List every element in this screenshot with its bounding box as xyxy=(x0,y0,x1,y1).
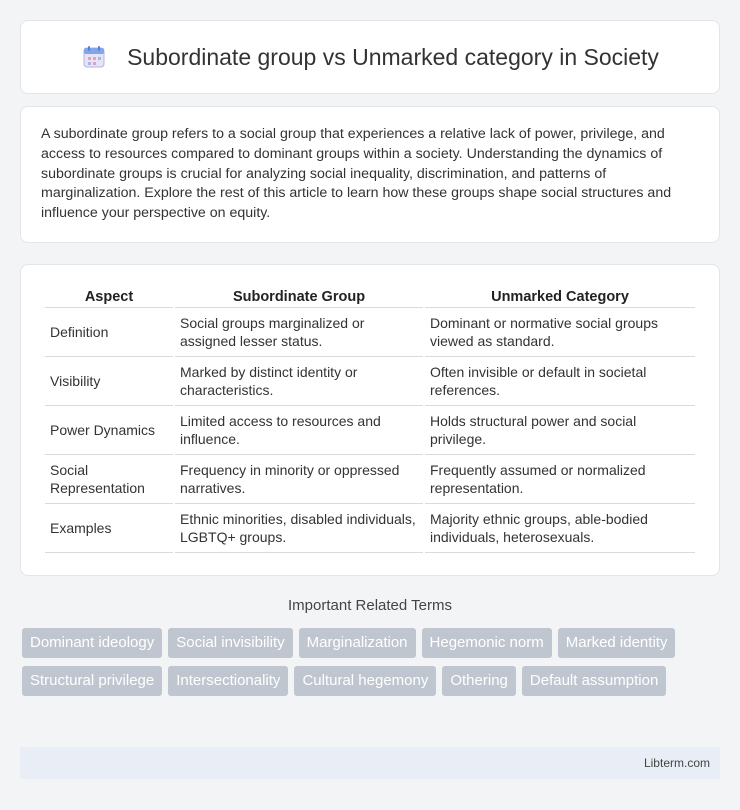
related-terms-list xyxy=(22,628,722,696)
related-term-tag[interactable]: Hegemonic norm xyxy=(422,628,552,658)
table-cell-subordinate: Social groups marginalized or assigned lesser status. xyxy=(175,308,423,357)
footer-site-link[interactable]: Libterm.com xyxy=(643,756,710,770)
related-term-tag[interactable]: Othering xyxy=(442,666,516,696)
intro-text: A subordinate group refers to a social group that experiences a relative lack of power, privilege, and access to resources compared to dominant groups within a society. Understanding the dynamics of subordinate groups is crucial for analyzing social inequality, discrimination, and patterns of marginalization. Explore the rest of this article to learn how these groups shape social structures and influence your perspective on equity. xyxy=(41,126,672,222)
table-cell-aspect: Power Dynamics xyxy=(45,406,173,455)
title-card xyxy=(20,20,720,94)
intro-card xyxy=(20,106,720,243)
table-cell-subordinate: Marked by distinct identity or characteristics. xyxy=(175,357,423,406)
table-cell-aspect: Social Representation xyxy=(45,455,173,504)
column-header-unmarked: Unmarked Category xyxy=(425,285,695,308)
table-header-row xyxy=(45,285,695,308)
column-header-aspect: Aspect xyxy=(45,285,173,308)
table-cell-unmarked: Frequently assumed or normalized representation. xyxy=(425,455,695,504)
table-cell-aspect: Visibility xyxy=(45,357,173,406)
table-cell-subordinate: Ethnic minorities, disabled individuals, LGBTQ+ groups. xyxy=(175,504,423,553)
page-title: Subordinate group vs Unmarked category in Society xyxy=(127,43,659,70)
table-cell-unmarked: Majority ethnic groups, able-bodied individuals, heterosexuals. xyxy=(425,504,695,553)
related-term-tag[interactable]: Intersectionality xyxy=(168,666,288,696)
calendar-icon xyxy=(81,44,107,70)
related-term-tag[interactable]: Default assumption xyxy=(522,666,666,696)
table-cell-subordinate: Limited access to resources and influence. xyxy=(175,406,423,455)
related-terms-heading: Important Related Terms xyxy=(288,597,452,614)
table-row xyxy=(45,308,695,357)
table-cell-unmarked: Dominant or normative social groups viewed as standard. xyxy=(425,308,695,357)
related-term-tag[interactable]: Marginalization xyxy=(299,628,416,658)
related-term-tag[interactable]: Marked identity xyxy=(558,628,676,658)
comparison-table xyxy=(43,285,697,553)
footer xyxy=(20,747,720,779)
column-header-subordinate: Subordinate Group xyxy=(175,285,423,308)
table-cell-aspect: Examples xyxy=(45,504,173,553)
related-term-tag[interactable]: Social invisibility xyxy=(168,628,292,658)
related-term-tag[interactable]: Cultural hegemony xyxy=(294,666,436,696)
related-term-tag[interactable]: Structural privilege xyxy=(22,666,162,696)
related-term-tag[interactable]: Dominant ideology xyxy=(22,628,162,658)
table-cell-subordinate: Frequency in minority or oppressed narratives. xyxy=(175,455,423,504)
table-cell-aspect: Definition xyxy=(45,308,173,357)
table-row xyxy=(45,357,695,406)
table-row xyxy=(45,504,695,553)
table-row xyxy=(45,455,695,504)
table-cell-unmarked: Often invisible or default in societal references. xyxy=(425,357,695,406)
table-row xyxy=(45,406,695,455)
comparison-table-card xyxy=(20,264,720,576)
table-cell-unmarked: Holds structural power and social privilege. xyxy=(425,406,695,455)
